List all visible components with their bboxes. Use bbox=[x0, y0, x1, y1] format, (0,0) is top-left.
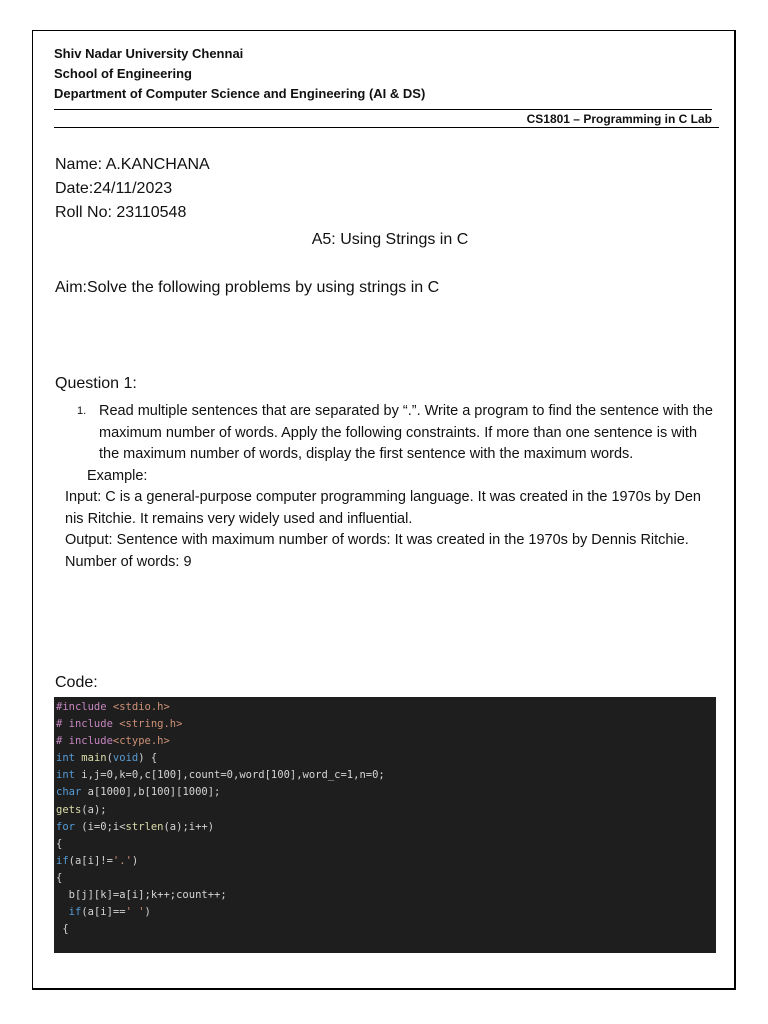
code-line: # include <string.h> bbox=[56, 718, 183, 731]
aim-statement: Aim:Solve the following problems by using strings in C bbox=[55, 279, 440, 296]
question-heading: Question 1: bbox=[55, 375, 137, 392]
student-name: Name: A.KANCHANA bbox=[55, 156, 210, 173]
code-line: if(a[i]==' ') bbox=[68, 906, 151, 919]
course-code: CS1801 – Programming in C Lab bbox=[54, 109, 712, 126]
question-number: 1. bbox=[77, 405, 87, 417]
question-text: Read multiple sentences that are separated by “.”. Write a program to find the sentence with the maximum number of words. Apply the following constraints. If more than one sentence is with the maximum number of words, display the first sentence with the maximum words. bbox=[99, 403, 713, 462]
assignment-title: A5: Using Strings in C bbox=[311, 231, 469, 248]
code-line: { bbox=[56, 871, 63, 884]
code-line: b[j][k]=a[i];k++;count++; bbox=[56, 889, 227, 902]
example-label: Example: bbox=[87, 467, 148, 484]
school-name: School of Engineering bbox=[54, 66, 192, 81]
university-name: Shiv Nadar University Chennai bbox=[54, 46, 244, 61]
department-name: Department of Computer Science and Engineering (AI & DS) bbox=[54, 86, 426, 101]
document-page bbox=[32, 30, 736, 990]
code-line: { bbox=[56, 837, 63, 850]
submission-date: Date:24/11/2023 bbox=[55, 180, 173, 197]
code-line: #include <stdio.h> bbox=[56, 701, 170, 713]
question-item bbox=[77, 401, 717, 466]
code-heading: Code: bbox=[55, 674, 98, 691]
code-line: for (i=0;i<strlen(a);i++) bbox=[56, 820, 215, 833]
code-line: int i,j=0,k=0,c[100],count=0,word[100],word_c=1,n=0; bbox=[56, 769, 385, 782]
example-input: Input: C is a general-purpose computer programming language. It was created in the 1970s by Den nis Ritchie. It remains very widely used and influential. bbox=[65, 489, 701, 527]
code-line: if(a[i]!='.') bbox=[56, 854, 139, 867]
example-output: Output: Sentence with maximum number of words: It was created in the 1970s by Dennis Ritchie. Number of words: 9 bbox=[65, 532, 689, 570]
roll-number: Roll No: 23110548 bbox=[55, 204, 187, 221]
code-line: gets(a); bbox=[56, 803, 107, 816]
code-line: # include<ctype.h> bbox=[56, 735, 170, 748]
question-body bbox=[65, 401, 717, 573]
code-line: int main(void) { bbox=[56, 752, 158, 765]
code-block bbox=[54, 697, 716, 953]
code-line: { bbox=[56, 923, 69, 936]
code-line: char a[1000],b[100][1000]; bbox=[56, 786, 221, 799]
header-rule bbox=[54, 127, 719, 128]
